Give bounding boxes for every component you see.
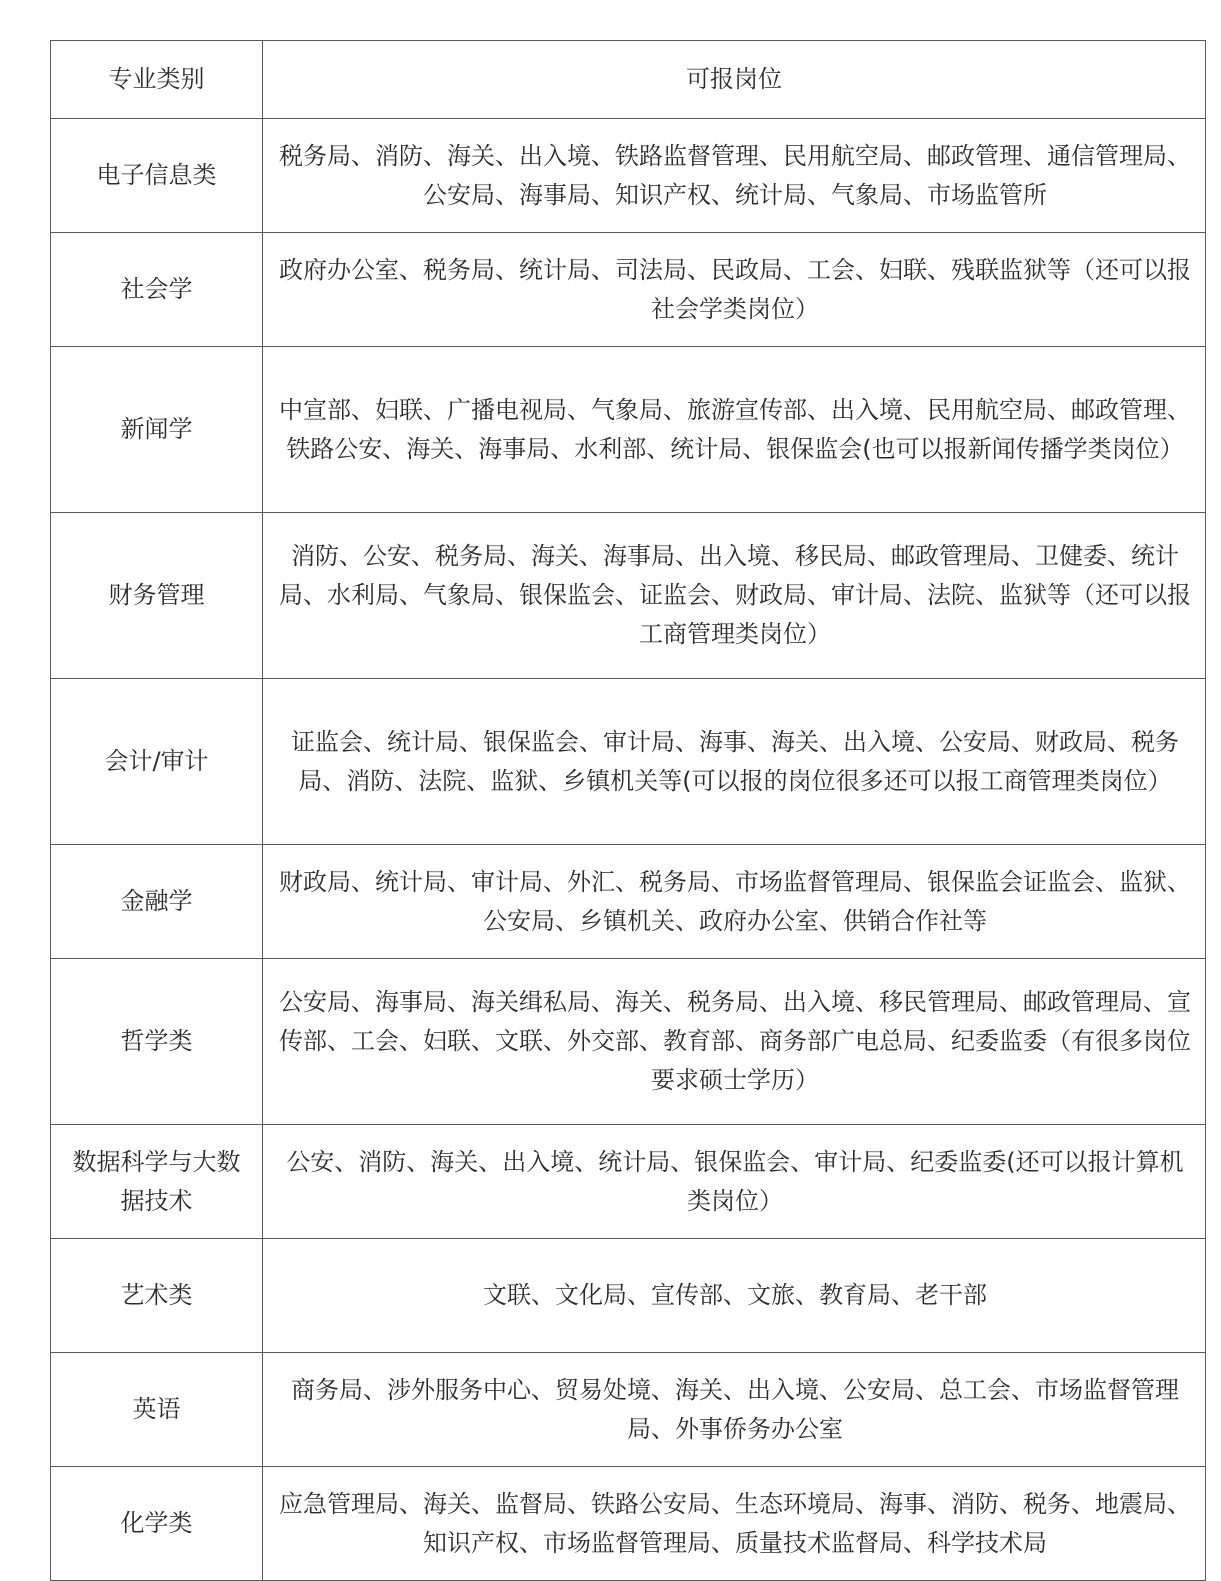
category-cell: 金融学 [51,845,263,959]
positions-cell: 公安局、海事局、海关缉私局、海关、税务局、出入境、移民管理局、邮政管理局、宣传部、工会、妇联、文联、外交部、教育部、商务部广电总局、纪委监委（有很多岗位要求硕士学历） [263,959,1206,1125]
table-row [51,233,1206,347]
table-row [51,845,1206,959]
category-cell: 新闻学 [51,347,263,513]
category-cell: 化学类 [51,1467,263,1581]
positions-cell: 消防、公安、税务局、海关、海事局、出入境、移民局、邮政管理局、卫健委、统计局、水利局、气象局、银保监会、证监会、财政局、审计局、法院、监狱等（还可以报工商管理类岗位） [263,513,1206,679]
category-cell: 艺术类 [51,1239,263,1353]
header-row [51,41,1206,119]
positions-cell: 商务局、涉外服务中心、贸易处境、海关、出入境、公安局、总工会、市场监督管理局、外事侨务办公室 [263,1353,1206,1467]
category-cell: 哲学类 [51,959,263,1125]
positions-cell: 政府办公室、税务局、统计局、司法局、民政局、工会、妇联、残联监狱等（还可以报社会学类岗位） [263,233,1206,347]
category-cell: 英语 [51,1353,263,1467]
positions-cell: 证监会、统计局、银保监会、审计局、海事、海关、出入境、公安局、财政局、税务局、消防、法院、监狱、乡镇机关等(可以报的岗位很多还可以报工商管理类岗位） [263,679,1206,845]
header-category: 专业类别 [51,41,263,119]
category-cell: 财务管理 [51,513,263,679]
table-row [51,679,1206,845]
positions-cell: 文联、文化局、宣传部、文旅、教育局、老干部 [263,1239,1206,1353]
majors-positions-table [50,40,1206,1581]
category-cell: 数据科学与大数据技术 [51,1125,263,1239]
category-cell: 社会学 [51,233,263,347]
positions-cell: 公安、消防、海关、出入境、统计局、银保监会、审计局、纪委监委(还可以报计算机类岗位） [263,1125,1206,1239]
table-row [51,959,1206,1125]
table-row [51,119,1206,233]
category-cell: 会计/审计 [51,679,263,845]
table-row [51,1353,1206,1467]
table-row [51,513,1206,679]
table-row [51,1239,1206,1353]
header-positions: 可报岗位 [263,41,1206,119]
positions-cell: 税务局、消防、海关、出入境、铁路监督管理、民用航空局、邮政管理、通信管理局、公安局、海事局、知识产权、统计局、气象局、市场监管所 [263,119,1206,233]
positions-cell: 财政局、统计局、审计局、外汇、税务局、市场监督管理局、银保监会证监会、监狱、公安局、乡镇机关、政府办公室、供销合作社等 [263,845,1206,959]
table-row [51,347,1206,513]
category-cell: 电子信息类 [51,119,263,233]
table-row [51,1125,1206,1239]
table-row [51,1467,1206,1581]
positions-cell: 中宣部、妇联、广播电视局、气象局、旅游宣传部、出入境、民用航空局、邮政管理、铁路公安、海关、海事局、水利部、统计局、银保监会(也可以报新闻传播学类岗位） [263,347,1206,513]
positions-cell: 应急管理局、海关、监督局、铁路公安局、生态环境局、海事、消防、税务、地震局、知识产权、市场监督管理局、质量技术监督局、科学技术局 [263,1467,1206,1581]
